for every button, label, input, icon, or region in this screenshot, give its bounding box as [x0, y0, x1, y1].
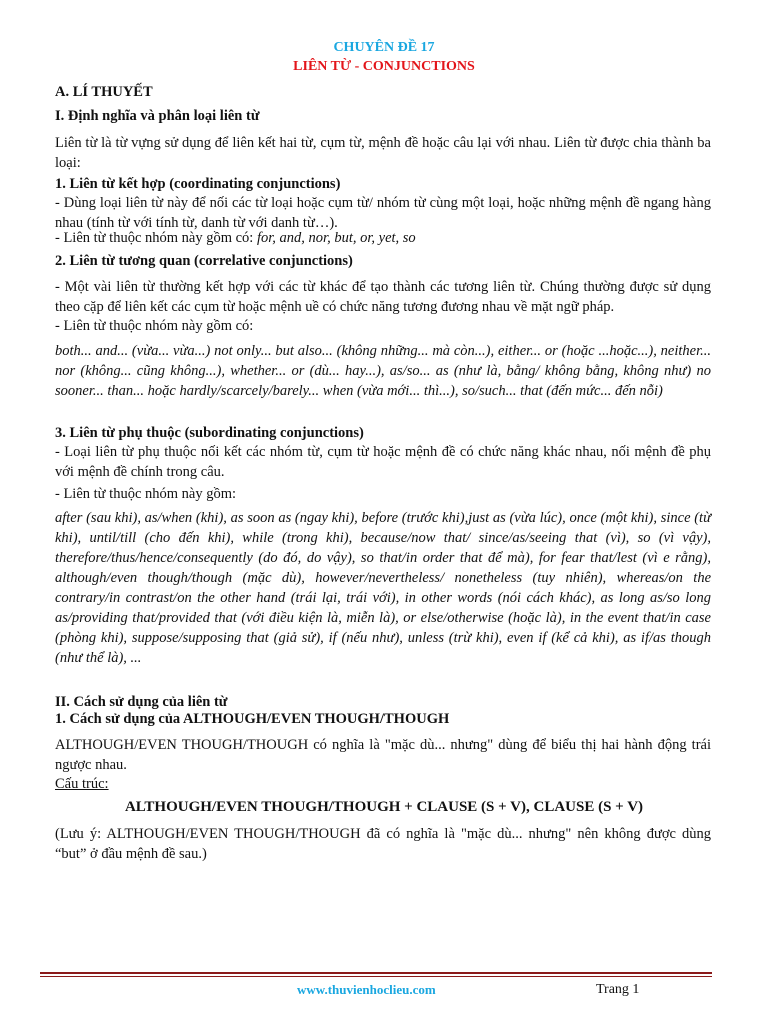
coordinating-heading: 1. Liên từ kết hợp (coordinating conjunctions) [55, 176, 341, 192]
correlative-members-label: - Liên từ thuộc nhóm này gồm có: [55, 318, 254, 334]
coordinating-members-prefix: - Liên từ thuộc nhóm này gồm có: [55, 230, 257, 246]
part-1-heading: I. Định nghĩa và phân loại liên từ [55, 108, 260, 124]
coordinating-desc: - Dùng loại liên từ này để nối các từ loại hoặc cụm từ/ nhóm từ cùng một loại, hoặc những mệnh đề ngang hàng nhau (tính từ với tính từ, danh từ với danh từ…). [55, 195, 711, 231]
footer-divider [40, 972, 712, 974]
footer-divider-thin [40, 976, 712, 977]
section-a-heading: A. LÍ THUYẾT [55, 84, 153, 100]
correlative-heading: 2. Liên từ tương quan (correlative conjunctions) [55, 253, 353, 269]
page-title: LIÊN TỪ - CONJUNCTIONS [293, 59, 475, 74]
although-note: (Lưu ý: ALTHOUGH/EVEN THOUGH/THOUGH đã có nghĩa là "mặc dù... nhưng" nên không được dùng “but” ở đầu mệnh đề sau.) [55, 826, 711, 862]
footer-website-link[interactable]: www.thuvienhoclieu.com [297, 982, 436, 997]
correlative-desc: - Một vài liên từ thường kết hợp với các từ khác để tạo thành các tương liên từ. Chúng thường được sử dụng theo cặp để liên kết các cụm từ hoặc mệnh uề có chức năng tương đương nhau về mặt ngữ pháp. [55, 279, 711, 315]
intro-paragraph: Liên từ là từ vựng sử dụng để liên kết hai từ, cụm từ, mệnh đề hoặc câu lại với nhau. Liên từ được chia thành ba loại: [55, 135, 711, 171]
structure-formula: ALTHOUGH/EVEN THOUGH/THOUGH + CLAUSE (S + V), CLAUSE (S + V) [124, 799, 644, 815]
page-number: Trang 1 [596, 982, 640, 997]
coordinating-members-line [55, 230, 416, 247]
although-heading: 1. Cách sử dụng của ALTHOUGH/EVEN THOUGH/THOUGH [55, 711, 450, 727]
section-ii-heading: II. Cách sử dụng của liên từ [55, 694, 228, 710]
correlative-members: both... and... (vừa... vừa...) not only... but also... (không những... mà còn...), either... or (hoặc ...hoặc...), neither... nor (không... cũng không...), whether... or (dù... hay...), as/so... as (như là, bằng/ không bằng, không như) no sooner... than... hoặc hardly/scarcely/barely... when (vừa mới... thì...), so/such... that (đến mức... đến nỗi) [55, 343, 711, 399]
subordinating-members-label: - Liên từ thuộc nhóm này gồm: [55, 486, 237, 502]
topic-heading: CHUYÊN ĐỀ 17 [333, 40, 435, 55]
subordinating-heading: 3. Liên từ phụ thuộc (subordinating conjunctions) [55, 425, 364, 441]
structure-label: Cấu trúc: [55, 776, 109, 792]
subordinating-desc: - Loại liên từ phụ thuộc nối kết các nhóm từ, cụm từ hoặc mệnh đề có chức năng khác nhau, nối mệnh đề phụ với mệnh đề chính trong câu. [55, 444, 711, 480]
although-desc: ALTHOUGH/EVEN THOUGH/THOUGH có nghĩa là "mặc dù... nhưng" dùng để biểu thị hai hành động trái ngược nhau. [55, 737, 711, 773]
coordinating-members: for, and, nor, but, or, yet, so [256, 230, 416, 246]
subordinating-members: after (sau khi), as/when (khi), as soon as (ngay khi), before (trước khi),just as (vừa lúc), once (một khi), since (từ khi), until/till (cho đến khi), while (trong khi), because/now that/ since/as/seeing that (vì), so (vì vậy), therefore/thus/hence/consequently (do đó, do vậy), so that/in order that để mà), for fear that/lest (vì e rằng), although/even though/though (mặc dù), however/nevertheless/ nonetheless (tuy nhiên), whereas/on the contrary/in contrast/on the other hand (trái lại, trái với), in other words (nói cách khác), as long as/so long as/providing that/provided that (với điều kiện là, miễn là), or else/otherwise (hoặc là), in the event that/in case (phòng khi), suppose/supposing that (giả sử), if (nếu như), unless (trừ khi), even if (kể cả khi), as if/as though (như thể là), ... [55, 510, 711, 666]
